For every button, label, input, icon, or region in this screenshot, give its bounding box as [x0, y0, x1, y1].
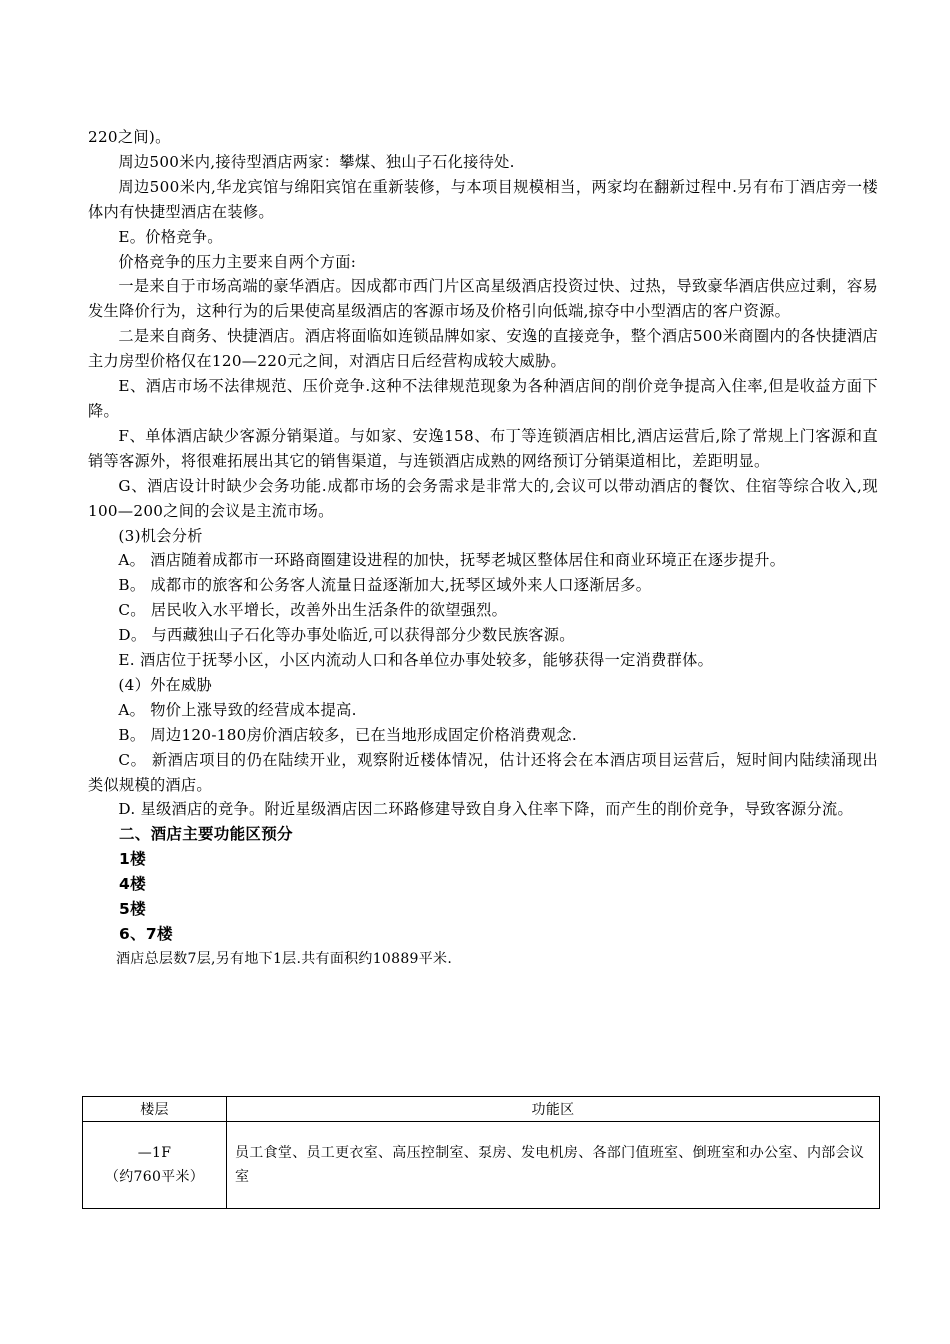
table-row — [83, 1122, 880, 1209]
paragraph: 周边500米内,接待型酒店两家：攀煤、独山子石化接待处. — [118, 152, 515, 171]
paragraph: 二是来自商务、快捷酒店。酒店将面临如连锁品牌如家、安逸的直接竞争，整个酒店500米商圈内的各快捷酒店主力房型价格仅在120—220元之间，对酒店日后经营构成较大威胁。 — [88, 327, 878, 371]
paragraph: A。 酒店随着成都市一环路商圈建设进程的加快，抚琴老城区整体居住和商业环境正在逐步提升。 — [118, 551, 786, 570]
floor-heading: 5楼 — [119, 900, 146, 919]
floor-area: （约760平米） — [104, 1169, 205, 1185]
floor-heading: 6、7楼 — [119, 925, 173, 943]
subsection-heading: (3)机会分析 — [118, 526, 203, 545]
paragraph: A。 物价上涨导致的经营成本提高. — [118, 700, 357, 719]
subsection-heading: (4）外在威胁 — [118, 675, 213, 694]
paragraph: B。 周边120-180房价酒店较多，已在当地形成固定价格消费观念. — [118, 725, 578, 744]
paragraph: E、酒店市场不法律规范、压价竞争.这种不法律规范现象为各种酒店间的削价竞争提高入住率,但是收益方面下降。 — [88, 377, 878, 420]
paragraph: G、酒店设计时缺少会务功能.成都市场的会务需求是非常大的,会议可以带动酒店的餐饮、住宿等综合收入,现100—200之间的会议是主流市场。 — [88, 476, 878, 520]
paragraph: 周边500米内,华龙宾馆与绵阳宾馆在重新装修，与本项目规模相当，两家均在翻新过程中.另有布丁酒店旁一楼体内有快捷型酒店在装修。 — [88, 177, 878, 221]
function-area-table — [82, 1096, 880, 1209]
summary-text: 酒店总层数7层,另有地下1层.共有面积约10889平米. — [116, 950, 453, 967]
paragraph: D。 与西藏独山子石化等办事处临近,可以获得部分少数民族客源。 — [118, 626, 575, 645]
document-body — [88, 125, 878, 972]
floor-cell — [83, 1122, 227, 1209]
paragraph: E。价格竞争。 — [118, 227, 223, 246]
paragraph: C。 居民收入水平增长，改善外出生活条件的欲望强烈。 — [118, 601, 508, 620]
section-heading: 二、酒店主要功能区预分 — [119, 825, 293, 844]
header-floor: 楼层 — [83, 1097, 227, 1122]
floor-heading: 1楼 — [119, 850, 146, 869]
table-header-row — [83, 1097, 880, 1122]
paragraph: B。 成都市的旅客和公务客人流量日益逐渐加大,抚琴区域外来人口逐渐居多。 — [118, 576, 652, 595]
floor-label: —1F — [137, 1145, 172, 1161]
paragraph: 220之间)。 — [88, 128, 171, 146]
paragraph: D. 星级酒店的竞争。附近星级酒店因二环路修建导致自身入住率下降，而产生的削价竞争，导致客源分流。 — [118, 800, 854, 819]
paragraph: C。 新酒店项目的仍在陆续开业，观察附近楼体情况，估计还将会在本酒店项目运营后，短时间内陆续涌现出类似规模的酒店。 — [88, 750, 878, 794]
paragraph: 一是来自于市场高端的豪华酒店。因成都市西门片区高星级酒店投资过快、过热，导致豪华酒店供应过剩，容易发生降价行为，这种行为的后果使高星级酒店的客源市场及价格引向低端,掠夺中小型酒店的客户资源。 — [88, 277, 878, 321]
paragraph: 价格竞争的压力主要来自两个方面: — [118, 252, 357, 271]
function-cell: 员工食堂、员工更衣室、高压控制室、泵房、发电机房、各部门值班室、倒班室和办公室、内部会议室 — [227, 1122, 880, 1209]
header-function: 功能区 — [227, 1097, 880, 1122]
paragraph: E. 酒店位于抚琴小区，小区内流动人口和各单位办事处较多，能够获得一定消费群体。 — [118, 651, 714, 670]
floor-heading: 4楼 — [119, 875, 146, 894]
paragraph: F、单体酒店缺少客源分销渠道。与如家、安逸158、布丁等连锁酒店相比,酒店运营后,除了常规上门客源和直销等客源外，将很难拓展出其它的销售渠道，与连锁酒店成熟的网络预订分销渠道相比，差距明显。 — [88, 426, 878, 470]
